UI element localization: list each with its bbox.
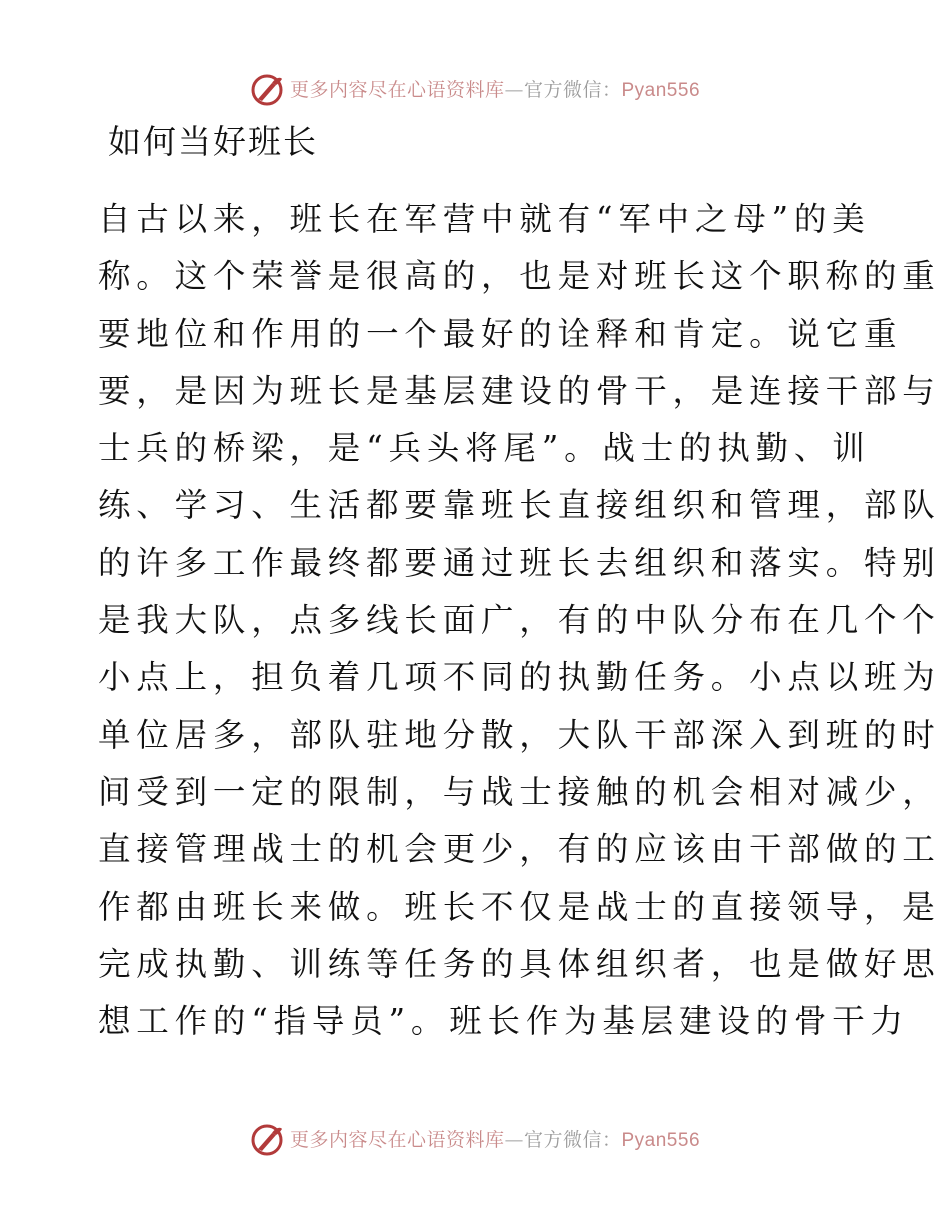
watermark-wechat-id: Pyan556: [621, 79, 701, 101]
watermark-dash: —: [504, 78, 524, 101]
text-line: 的许多工作最终都要通过班长去组织和落实。特别: [98, 543, 941, 582]
watermark-text: [289, 78, 701, 101]
footer-watermark: [0, 1120, 950, 1160]
text-line: 士兵的桥梁，是“兵头将尾”。战士的执勤、训: [98, 429, 871, 468]
text-line: 单位居多，部队驻地分散，大队干部深入到班的时: [98, 715, 941, 754]
text-line: 作都由班长来做。班长不仅是战士的直接领导，是: [98, 887, 941, 926]
text-line: 要地位和作用的一个最好的诠释和肯定。说它重: [98, 314, 903, 353]
text-line: 小点上，担负着几项不同的执勤任务。小点以班为: [98, 658, 941, 697]
text-line: 完成执勤、训练等任务的具体组织者，也是做好思: [98, 944, 941, 983]
document-title: 如何当好班长: [108, 122, 318, 161]
text-line: 是我大队，点多线长面广，有的中队分布在几个个: [98, 601, 941, 640]
watermark-text: [289, 1128, 701, 1151]
header-watermark: [0, 70, 950, 110]
text-line: 称。这个荣誉是很高的，也是对班长这个职称的重: [98, 257, 941, 296]
text-line: 要，是因为班长是基层建设的骨干，是连接干部与: [98, 371, 941, 410]
watermark-wechat-label: 官方微信：: [523, 78, 622, 101]
watermark-wechat-id: Pyan556: [621, 1129, 701, 1151]
watermark-dash: —: [504, 1128, 524, 1151]
text-line: 练、学习、生活都要靠班长直接组织和管理，部队: [98, 486, 941, 525]
watermark-brand: 更多内容尽在心语资料库: [289, 78, 505, 101]
quill-logo-icon: [250, 1123, 284, 1157]
text-line: 自古以来，班长在军营中就有“军中之母”的美: [98, 200, 871, 238]
watermark-brand: 更多内容尽在心语资料库: [289, 1128, 505, 1151]
text-line: 直接管理战士的机会更少，有的应该由干部做的工: [98, 830, 941, 869]
quill-logo-icon: [250, 73, 284, 107]
watermark-wechat-label: 官方微信：: [523, 1128, 622, 1151]
text-line: 间受到一定的限制，与战士接触的机会相对减少，: [98, 772, 941, 811]
text-line: 想工作的“指导员”。班长作为基层建设的骨干力: [98, 1002, 909, 1041]
body-paragraph: [98, 191, 941, 1050]
